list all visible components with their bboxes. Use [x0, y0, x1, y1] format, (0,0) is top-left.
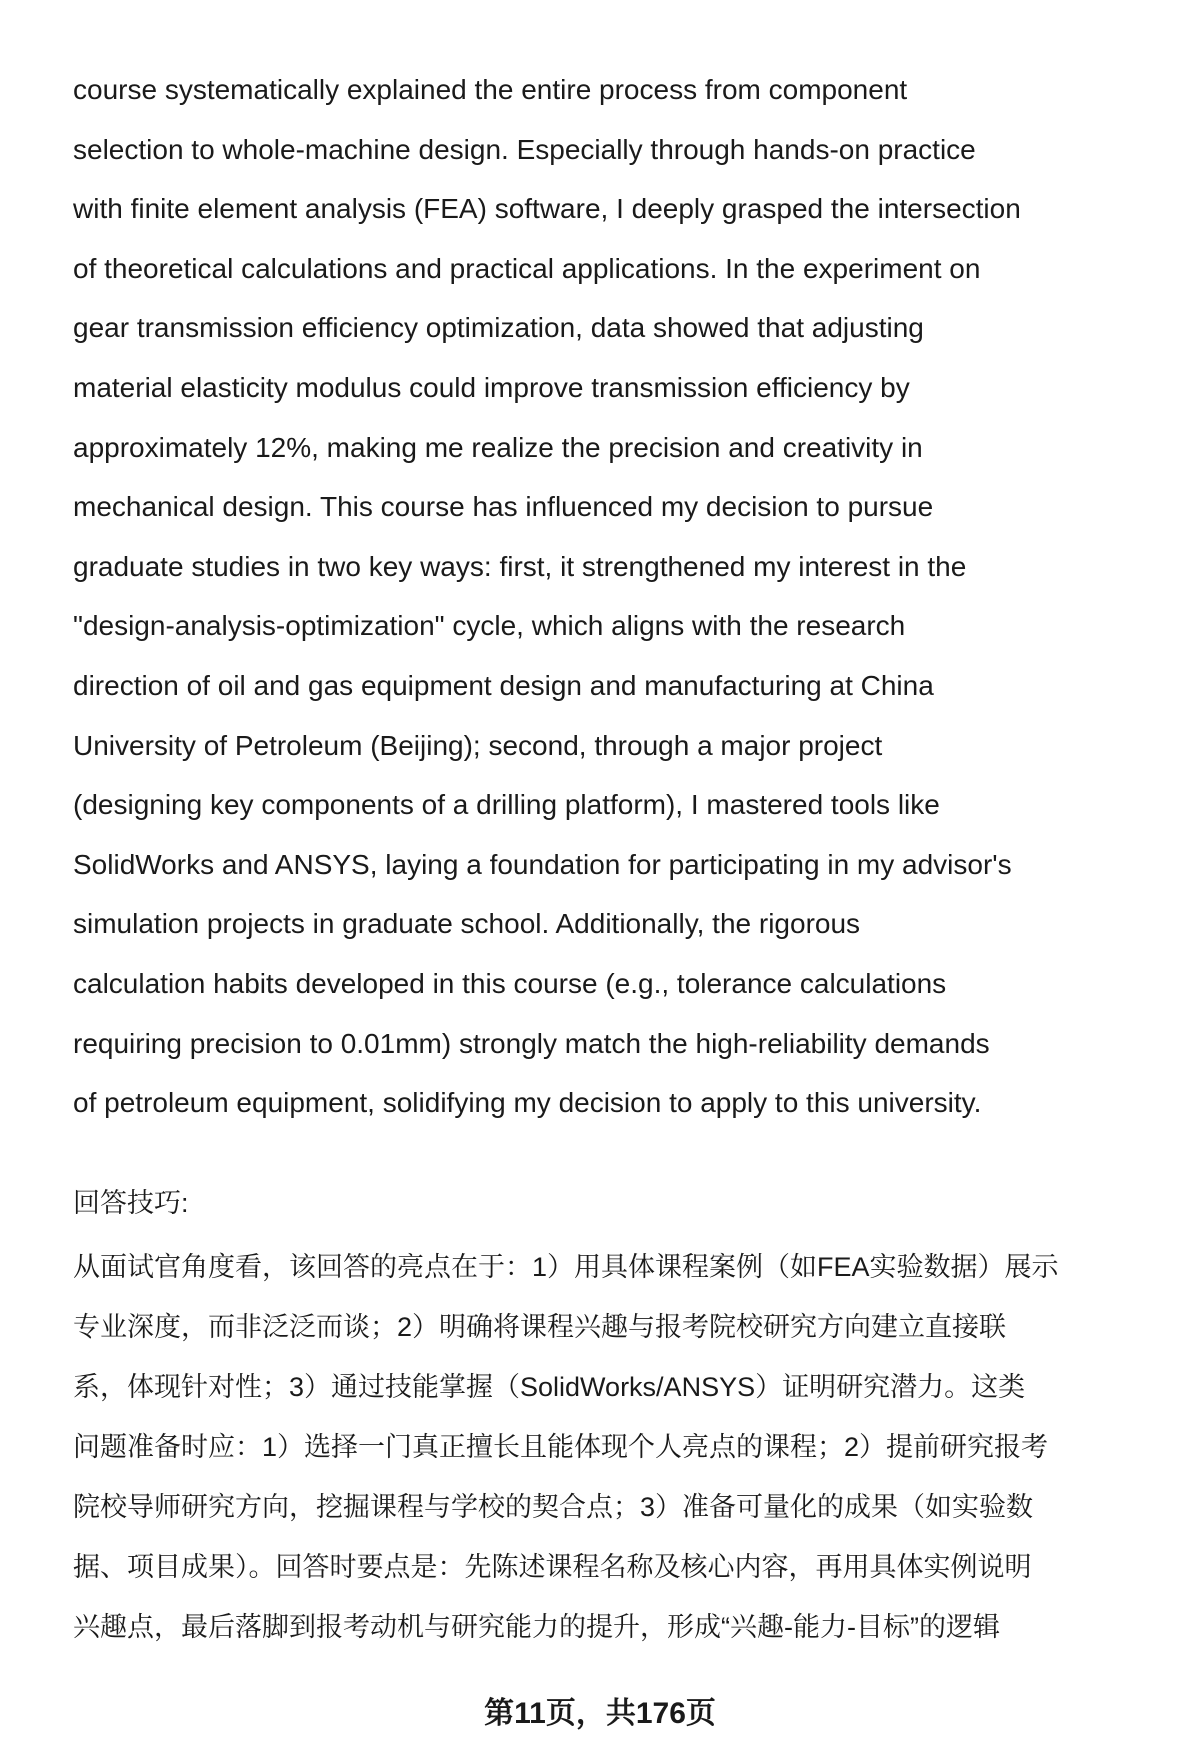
answer-line: with finite element analysis (FEA) software, I deeply grasped the intersection — [73, 193, 1021, 225]
tips-line: 系，体现针对性；3）通过技能掌握（SolidWorks/ANSYS）证明研究潜力。这类 — [73, 1372, 1026, 1402]
tips-paragraph — [73, 1237, 1160, 1657]
answer-line: of theoretical calculations and practical applications. In the experiment on — [73, 252, 981, 284]
answer-line: of petroleum equipment, solidifying my decision to apply to this university. — [73, 1087, 982, 1119]
tips-line: 专业深度，而非泛泛而谈；2）明确将课程兴趣与报考院校研究方向建立直接联 — [73, 1312, 1007, 1342]
answer-line: mechanical design. This course has influenced my decision to pursue — [73, 491, 934, 523]
answer-line: gear transmission efficiency optimization, data showed that adjusting — [73, 312, 924, 344]
answer-line: "design-analysis-optimization" cycle, which aligns with the research — [73, 610, 906, 642]
answer-line: calculation habits developed in this course (e.g., tolerance calculations — [73, 967, 947, 999]
answer-paragraph — [73, 60, 1160, 1133]
answer-line: (designing key components of a drilling platform), I mastered tools like — [73, 789, 940, 821]
tips-heading: 回答技巧: — [73, 1188, 189, 1218]
answer-line: approximately 12%, making me realize the precision and creativity in — [73, 431, 923, 463]
answer-line: simulation projects in graduate school. Additionally, the rigorous — [73, 908, 861, 940]
page-number: 第11页，共176页 — [484, 1697, 716, 1730]
answer-line: University of Petroleum (Beijing); second, through a major project — [73, 729, 883, 761]
tips-line: 院校导师研究方向，挖掘课程与学校的契合点；3）准备可量化的成果（如实验数 — [73, 1492, 1034, 1522]
tips-line: 从面试官角度看，该回答的亮点在于：1）用具体课程案例（如FEA实验数据）展示 — [73, 1252, 1059, 1282]
answer-line: SolidWorks and ANSYS, laying a foundation for participating in my advisor's — [73, 848, 1012, 880]
tips-line: 据、项目成果）。回答时要点是：先陈述课程名称及核心内容，再用具体实例说明 — [73, 1552, 1032, 1582]
tips-line: 兴趣点，最后落脚到报考动机与研究能力的提升，形成“兴趣-能力-目标”的逻辑 — [73, 1612, 1000, 1642]
answer-line: material elasticity modulus could improve transmission efficiency by — [73, 371, 910, 403]
answer-line: requiring precision to 0.01mm) strongly match the high-reliability demands — [73, 1027, 990, 1059]
answer-line: graduate studies in two key ways: first, it strengthened my interest in the — [73, 550, 967, 582]
answer-line: selection to whole-machine design. Especially through hands-on practice — [73, 133, 976, 165]
answer-line: direction of oil and gas equipment design and manufacturing at China — [73, 669, 934, 701]
answer-line: course systematically explained the entire process from component — [73, 74, 908, 105]
tips-line: 问题准备时应：1）选择一门真正擅长且能体现个人亮点的课程；2）提前研究报考 — [73, 1432, 1049, 1462]
